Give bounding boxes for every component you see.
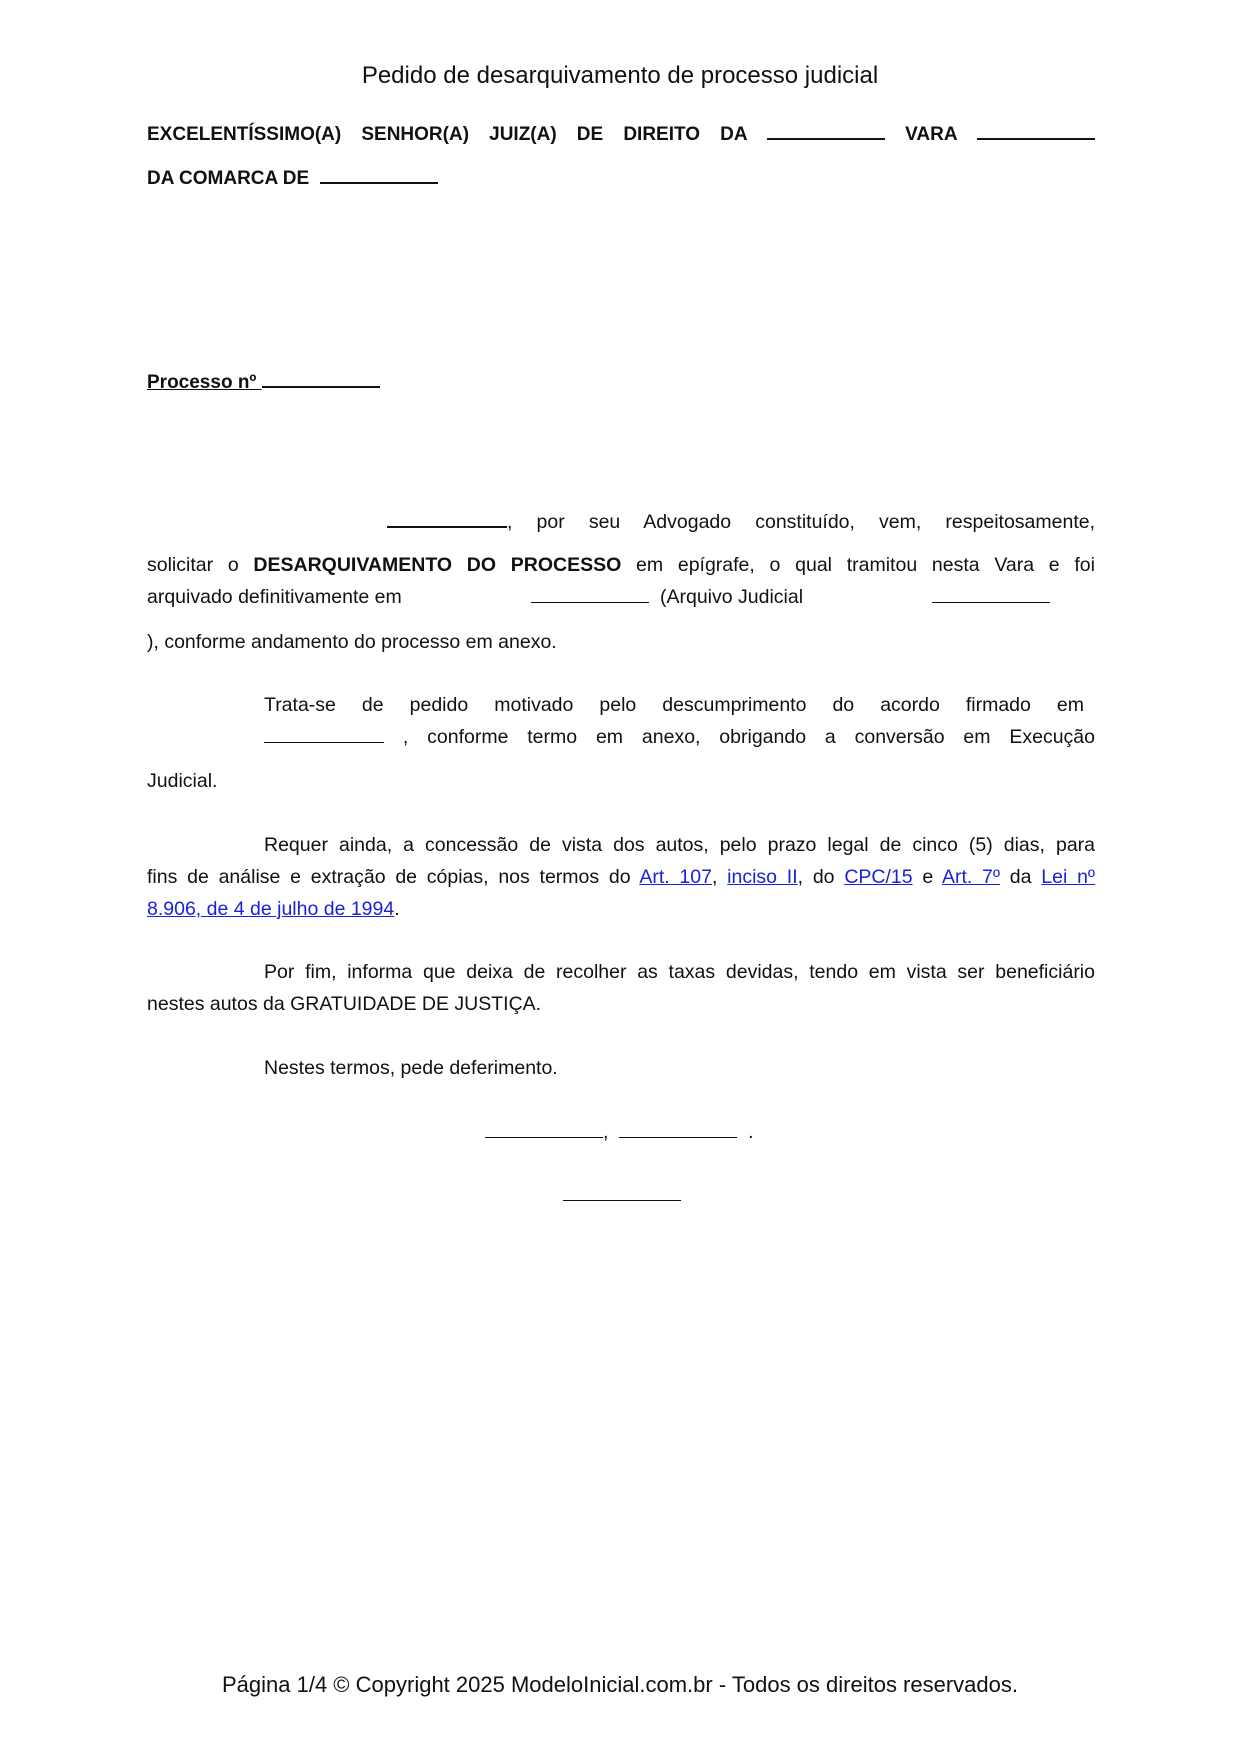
taxas-line-2: nestes autos da GRATUIDADE DE JUSTIÇA.	[147, 993, 542, 1015]
taxas-line-1: Por fim, informa que deixa de recolher as taxas devidas, tendo em vista ser beneficiário	[264, 961, 1095, 983]
date-blank	[619, 1117, 737, 1138]
address-text-1: EXCELENTÍSSIMO(A) SENHOR(A) JUIZ(A) DE DIREITO DA	[147, 124, 747, 145]
link-cpc-15[interactable]: CPC/15	[844, 866, 913, 888]
address-comarca-label: DA COMARCA DE	[147, 168, 310, 189]
link-art-107[interactable]: Art. 107	[639, 866, 712, 888]
arquivamento-date-blank	[531, 582, 649, 603]
comarca-blank	[320, 162, 438, 184]
address-vara-label: VARA	[905, 124, 957, 145]
requer-line-1: Requer ainda, a concessão de vista dos autos, pelo prazo legal de cinco (5) dias, para	[264, 834, 1095, 856]
arquivo-judicial-blank	[932, 582, 1050, 603]
closing-text: Nestes termos, pede deferimento.	[264, 1057, 558, 1079]
intro-text-1: por seu Advogado constituído, vem, respeitosamente,	[536, 511, 1095, 533]
address-line-1	[147, 118, 1095, 151]
motivo-line-2: , conforme termo em anexo, obrigando a conversão em Execução	[264, 721, 1095, 753]
processo-label: Processo nº	[147, 372, 257, 393]
address-line-2	[147, 162, 1095, 195]
city-blank	[485, 1117, 603, 1138]
document-title: Pedido de desarquivamento de processo judicial	[361, 62, 879, 89]
link-art-7[interactable]: Art. 7º	[941, 866, 1001, 888]
desarquivamento-bold: DESARQUIVAMENTO DO PROCESSO	[253, 554, 622, 576]
processo-number-blank	[262, 366, 380, 388]
intro-line-3: arquivado definitivamente em (Arquivo Judicial	[147, 581, 1095, 613]
motivo-line-1: Trata-se de pedido motivado pelo descumprimento do acordo firmado em	[264, 694, 1084, 716]
processo-line	[147, 366, 1095, 399]
vara-number-blank	[767, 118, 885, 140]
link-lei-8906-part2[interactable]: 8.906, de 4 de julho de 1994	[147, 898, 395, 920]
requer-line-2: fins de análise e extração de cópias, nos termos do Art. 107, inciso II, do CPC/15 e Art. 7º da Lei nº	[147, 866, 1096, 888]
link-inciso-ii[interactable]: inciso II	[727, 866, 798, 888]
page-footer: Página 1/4 © Copyright 2025 ModeloInicial.com.br - Todos os direitos reservados.	[222, 1672, 1018, 1697]
vara-name-blank	[977, 118, 1095, 140]
motivo-line-3: Judicial.	[147, 770, 218, 792]
requerente-blank	[387, 506, 507, 528]
intro-line-2: solicitar o DESARQUIVAMENTO DO PROCESSO em epígrafe, o qual tramitou nesta Vara e foi	[147, 554, 1095, 576]
intro-line-4: ), conforme andamento do processo em anexo.	[147, 631, 557, 653]
signature-line	[563, 1200, 681, 1201]
intro-line-1: , por seu Advogado constituído, vem, respeitosamente,	[387, 506, 1095, 538]
requer-line-3: 8.906, de 4 de julho de 1994.	[147, 898, 400, 920]
acordo-date-blank	[264, 722, 384, 743]
date-place-line: , .	[485, 1116, 754, 1148]
link-lei-8906-part1[interactable]: Lei nº	[1041, 866, 1096, 888]
